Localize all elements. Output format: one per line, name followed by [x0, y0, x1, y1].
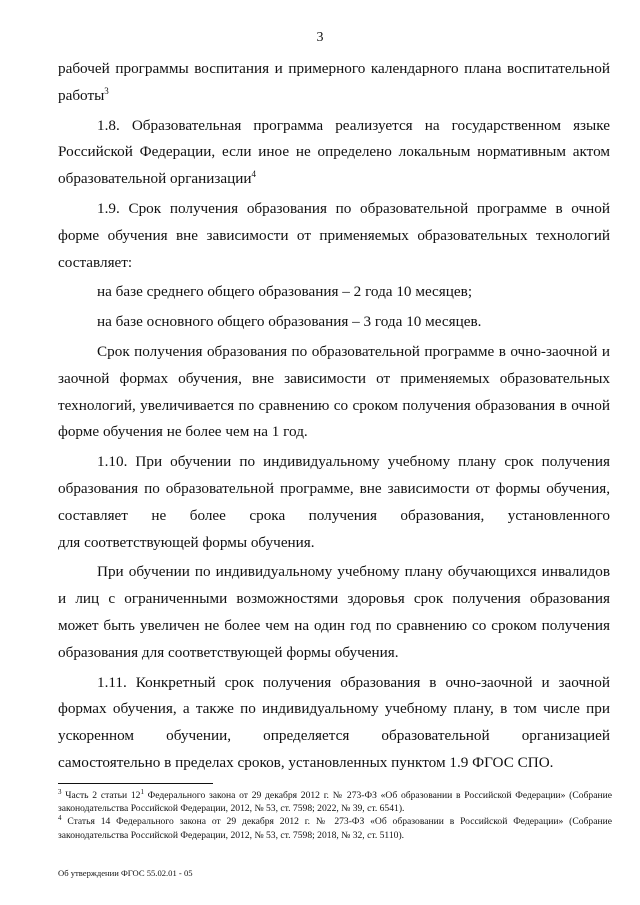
page-number: 3 — [316, 30, 324, 45]
paragraph-continuation — [58, 56, 610, 110]
footnote-divider — [58, 783, 213, 784]
document-body — [58, 56, 610, 780]
paragraph-secondary-general-base: на базе среднего общего образования – 2 года 10 месяцев; — [97, 283, 473, 301]
paragraph-text: рабочей программы воспитания и примерного календарного плана воспитательной работы — [58, 60, 610, 104]
footnote-mark: 4 — [58, 814, 62, 823]
footnotes — [58, 789, 612, 842]
paragraph-text: 1.8. Образовательная программа реализуется на государственном языке Российской Федерации, если иное не определено локальным нормативным актом образовательной организации — [58, 116, 610, 188]
footnote-item — [58, 815, 612, 841]
paragraph-1-10: 1.10. При обучении по индивидуальному учебному плану срок получения образования по образовательной программе, вне зависимости от формы обучения, составляет не более срока получения образования, установленного — [58, 453, 610, 524]
paragraph-1-10-end: для соответствующей формы обучения. — [58, 533, 315, 551]
footnote-text: Часть 2 статьи 12 — [65, 790, 141, 801]
paragraph-1-8 — [58, 113, 610, 193]
footnote-text: Федерального закона от 29 декабря 2012 г. № 273-ФЗ «Об образовании в Российской Федерации» (Собрание законодательства Российской Федерации, 2012, № 53, ст. 7598; 2022, № 39, ст. 6541). — [58, 790, 612, 815]
paragraph-1-11-end: самостоятельно в пределах сроков, установленных пунктом 1.9 ФГОС СПО. — [58, 753, 554, 771]
footnote-inner-mark: 1 — [140, 788, 144, 796]
paragraph-1-11: 1.11. Конкретный срок получения образования в очно-заочной и заочной формах обучения, а также по индивидуальному учебному плану, в том числе при ускоренном обучении, определяется образовательной организацией — [58, 673, 610, 745]
footnote-mark: 3 — [58, 788, 62, 796]
page-footer: Об утверждении ФГОС 55.02.01 - 05 — [58, 868, 193, 878]
paragraph-1-9: 1.9. Срок получения образования по образовательной программе в очной форме обучения вне зависимости от применяемых образовательных технологий составляет: — [58, 199, 610, 271]
paragraph-disabled-students: При обучении по индивидуальному учебному плану обучающихся инвалидов и лиц с ограниченными возможностями здоровья срок получения образования может быть увеличен не более чем на один год по сравнению со сроком получения образования для соответствующей формы обучения. — [58, 563, 610, 661]
footnote-text: Статья 14 Федерального закона от 29 декабря 2012 г. № 273-ФЗ «Об образовании в Российской Федерации» (Собрание законодательства Российской Федерации, 2012, № 53, ст. 7598; 2018, № 32, ст. 5110). — [58, 816, 612, 841]
paragraph-part-time-duration: Срок получения образования по образовательной программе в очно-заочной и заочной формах обучения, вне зависимости от применяемых образовательных технологий, увеличивается по сравнению со сроком получения образования в очной форме обучения не более чем на 1 год. — [58, 342, 610, 441]
paragraph-basic-general-base: на базе основного общего образования – 3 года 10 месяцев. — [97, 313, 482, 331]
footnote-item — [58, 789, 612, 815]
footnote-reference[interactable]: 3 — [104, 85, 109, 96]
footnote-reference[interactable]: 4 — [251, 169, 257, 180]
